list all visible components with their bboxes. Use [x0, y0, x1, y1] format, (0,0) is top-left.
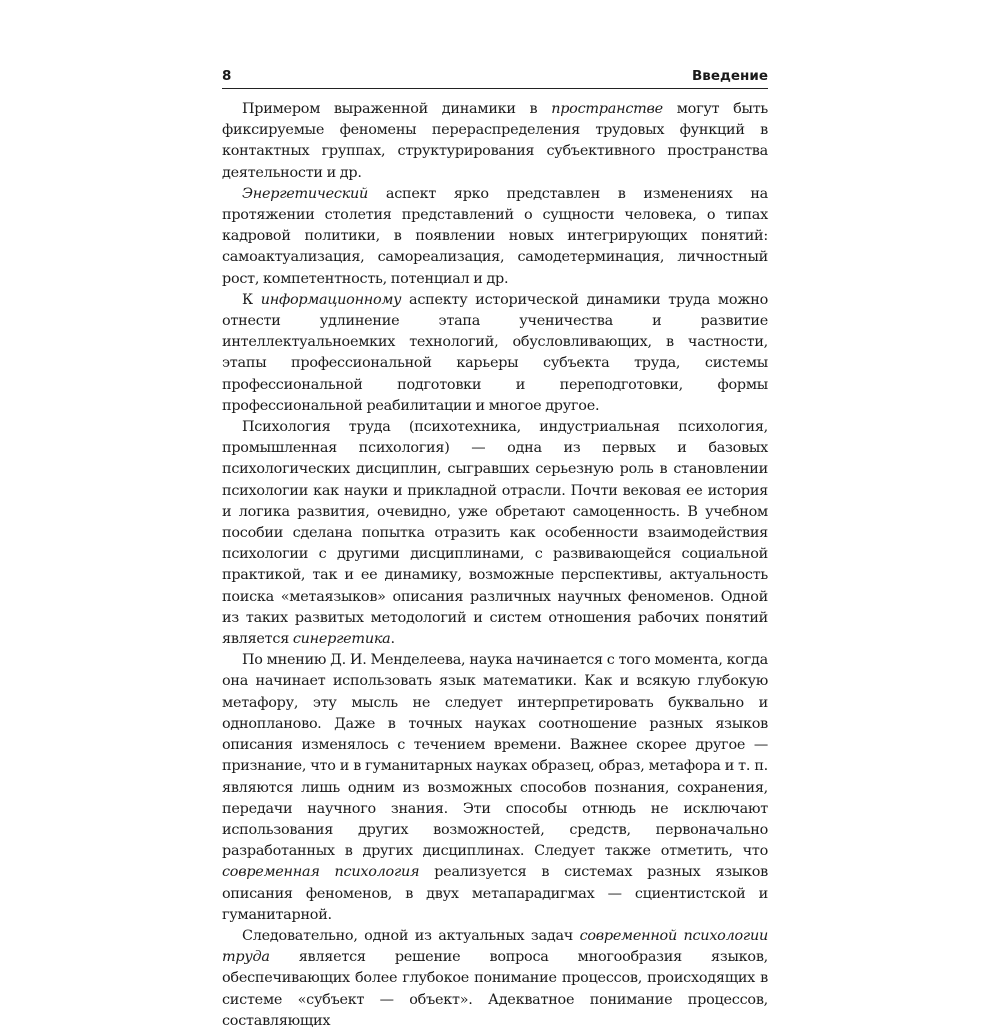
emphasis-text: современной психологии труда	[222, 927, 768, 966]
text-run: аспекту исторической динамики труда можно отнести удлинение этапа ученичества и развитие интеллектуальноемких технологий, обусловливающих, в частности, этапы профессиональной карьеры субъекта труда, системы профессиональной подготовки и переподготовки, формы профессиональной реабилитации и многое другое.	[222, 291, 769, 414]
paragraph	[222, 184, 768, 290]
text-run: Психология труда (психотехника, индустриальная психология, промышленная психология) — одна из первых и базовых психологических дисциплин, сыгравших серьезную роль в становлении психологии как науки и прикладной отрасли. Почти вековая ее история и логика развития, очевидно, уже обретают самоценность. В учебном пособии сделана попытка отразить как особенности взаимодействия психологии с другими дисциплинами, с развивающейся социальной практикой, так и ее динамику, возможные перспективы, актуальность поиска «метаязыков» описания различных научных феноменов. Одной из таких развитых методологий и систем отношения рабочих понятий является	[222, 419, 768, 648]
paragraph	[222, 99, 768, 184]
section-title: Введение	[692, 68, 768, 84]
text-run: является решение вопроса многообразия языков, обеспечивающих более глубокое понимание процессов, происходящих в системе «субъект — объект». Адекватное понимание процессов, составляющих	[222, 949, 768, 1029]
paragraph	[222, 417, 768, 650]
emphasis-text: пространстве	[551, 101, 663, 117]
paragraph	[222, 926, 768, 1032]
emphasis-text: информационному	[260, 291, 402, 308]
text-run: К	[242, 291, 261, 308]
text-run: Следовательно, одной из актуальных задач	[242, 927, 580, 944]
text-run: .	[390, 631, 395, 648]
text-run: По мнению Д. И. Менделеева, наука начинается с того момента, когда она начинает использовать язык математики. Как и всякую глубокую метафору, эту мысль не следует интерпретировать буквально и одноплановo. Даже в точных науках соотношение разных языков описания изменялось с течением времени. Важнее скорее другое — признание, что и в гуманитарных науках образец, образ, метафора и т. п. являются лишь одним из возможных способов познания, сохранения, передачи научного знания. Эти способы отнюдь не исключают использования других возможностей, средств, первоначально разработанных в других дисциплинах. Следует также отметить, что	[222, 652, 768, 860]
page-body	[222, 99, 768, 1032]
book-page	[222, 60, 768, 1032]
emphasis-text: синергетика	[292, 631, 391, 648]
text-run: Примером выраженной динамики в	[242, 101, 552, 117]
emphasis-text: Энергетический	[242, 185, 369, 202]
text-run: аспект ярко представлен в изменениях на протяжении столетия представлений о сущности человека, о типах кадровой политики, в появлении новых интегрирующих понятий: самоактуализация, самореализация, самодетерминация, личностный рост, компетентность, потенциал и др.	[222, 185, 768, 287]
page-number: 8	[222, 68, 232, 84]
paragraph	[222, 650, 768, 926]
emphasis-text: современная психология	[222, 864, 420, 881]
text-run: могут быть фиксируемые феномены перераспределения трудовых функций в контактных группах, структурирования субъективного пространства деятельности и др.	[222, 101, 768, 181]
running-header	[222, 60, 768, 89]
text-run: реализуется в системах разных языков описания феноменов, в двух метапарадигмах — сциентистской и гуманитарной.	[222, 864, 769, 923]
paragraph	[222, 290, 768, 417]
